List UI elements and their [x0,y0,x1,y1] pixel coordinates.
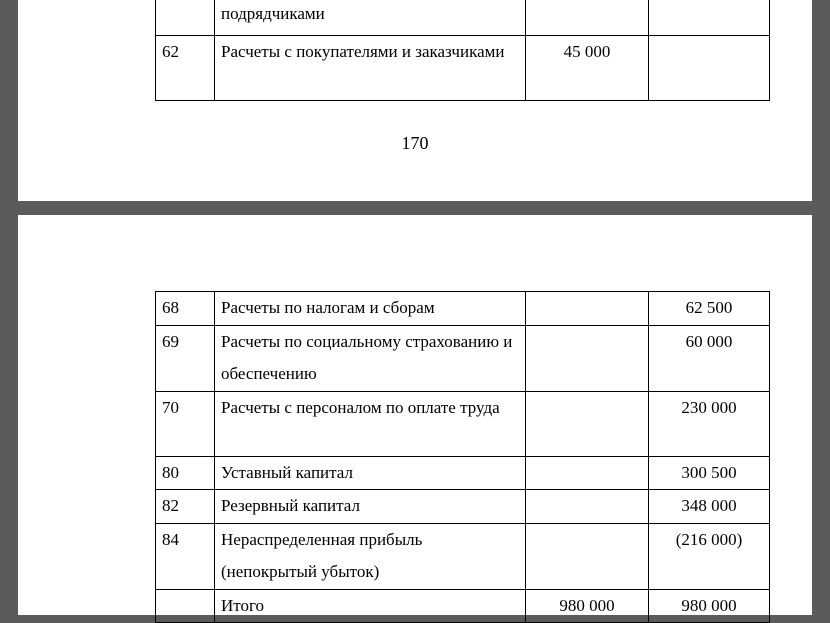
debit-cell [526,292,649,326]
credit-cell: 230 000 [649,391,770,456]
accounts-table-continued [155,0,770,101]
table-row [156,391,770,456]
account-code-cell: 84 [156,523,215,589]
debit-cell [526,325,649,391]
table-row-total [156,589,770,623]
debit-cell [526,391,649,456]
debit-cell [526,490,649,524]
account-code-cell: 69 [156,325,215,391]
total-debit-cell: 980 000 [526,589,649,623]
table-row [156,456,770,490]
table-row [156,490,770,524]
table-row [156,292,770,326]
page-number: 170 [401,133,429,153]
debit-cell [526,523,649,589]
credit-cell: 60 000 [649,325,770,391]
credit-cell [649,36,770,101]
account-code-cell [156,0,215,36]
table-row [156,36,770,101]
debit-cell [526,0,649,36]
credit-cell [649,0,770,36]
account-code-cell: 82 [156,490,215,524]
account-name-cell: Уставный капитал [215,456,526,490]
account-name-cell: Нераспределенная прибыль (непокрытый убыток) [215,523,526,589]
account-code-cell: 80 [156,456,215,490]
account-code-cell [156,589,215,623]
account-name-cell: Расчеты по налогам и сборам [215,292,526,326]
credit-cell: 300 500 [649,456,770,490]
account-name-cell: Резервный капитал [215,490,526,524]
account-name-cell: Расчеты с персоналом по оплате труда [215,391,526,456]
debit-cell [526,456,649,490]
table-row [156,325,770,391]
account-code-cell: 70 [156,391,215,456]
debit-cell: 45 000 [526,36,649,101]
table-row [156,0,770,36]
table-row [156,523,770,589]
account-name-cell: подрядчиками [215,0,526,36]
credit-cell: 62 500 [649,292,770,326]
document-page-1 [18,0,812,201]
credit-cell: 348 000 [649,490,770,524]
account-name-cell: Расчеты по социальному страхованию и обеспечению [215,325,526,391]
total-label-cell: Итого [215,589,526,623]
account-code-cell: 62 [156,36,215,101]
account-code-cell: 68 [156,292,215,326]
credit-cell: (216 000) [649,523,770,589]
account-name-cell: Расчеты с покупателями и заказчиками [215,36,526,101]
accounts-table [155,291,770,623]
total-credit-cell: 980 000 [649,589,770,623]
document-page-2 [18,215,812,615]
